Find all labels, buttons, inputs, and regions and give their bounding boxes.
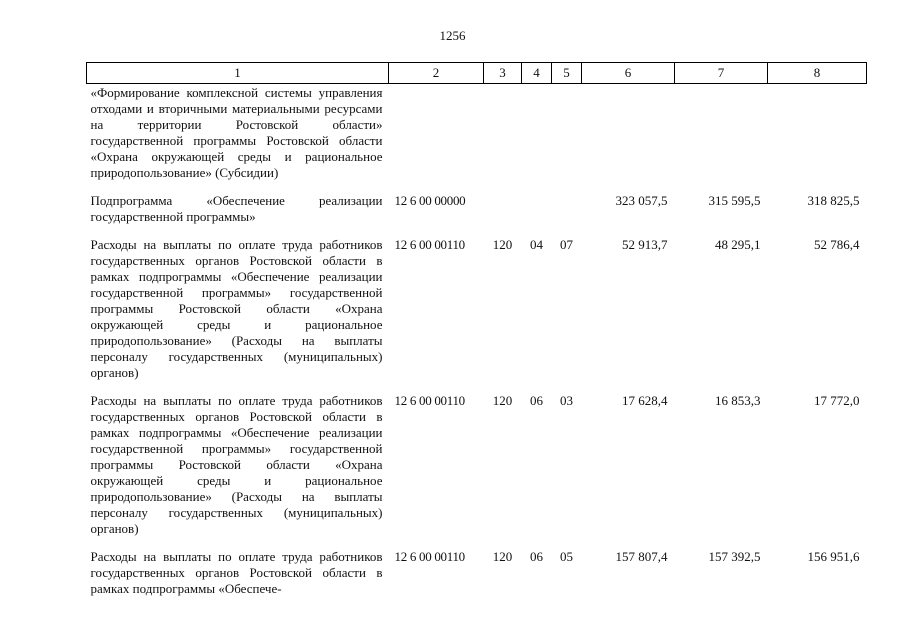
row-col-3: 120 (492, 237, 513, 252)
table-row (87, 84, 867, 193)
header-col-6: 6 (582, 63, 675, 84)
row-name: Расходы на выплаты по оплате труда работников государственных органов Ростовской области в рамках подпрограммы «Обеспече- (90, 549, 383, 596)
row-col-4: 04 (530, 237, 543, 252)
row-code: 12 6 00 00110 (394, 549, 465, 564)
row-code: 12 6 00 00000 (394, 193, 466, 208)
row-name: «Формирование комплексной системы управления отходами и вторичными материальными ресурсами на территории Ростовской области» государственной программы Ростовской области «Охрана окружающей среды и рациональное природопользование» (Субсидии) (90, 85, 383, 180)
table-header (87, 63, 867, 84)
row-col-6 (582, 84, 675, 193)
row-col-4: 06 (530, 549, 543, 564)
row-col-5: 05 (560, 549, 573, 564)
row-col-3: 120 (492, 393, 513, 408)
row-col-5 (552, 84, 582, 193)
row-col-7 (675, 84, 768, 193)
header-col-3: 3 (484, 63, 522, 84)
row-col-7: 157 392,5 (708, 549, 761, 564)
header-col-2: 2 (389, 63, 484, 84)
row-col-8: 156 951,6 (807, 549, 860, 564)
budget-table (86, 62, 867, 608)
row-name: Расходы на выплаты по оплате труда работников государственных органов Ростовской области в рамках подпрограммы «Обеспечение реализации государственной программы» государственной программы Ростовской области «Охрана окружающей среды и рациональное природопользование» (Расходы на выплаты персоналу государственных (муниципальных) органов) (90, 237, 383, 380)
row-col-6: 323 057,5 (615, 193, 668, 208)
row-col-3 (484, 192, 522, 236)
row-col-8: 17 772,0 (814, 393, 860, 408)
table-row (87, 236, 867, 392)
row-col-5 (552, 192, 582, 236)
row-col-8: 318 825,5 (807, 193, 860, 208)
row-code: 12 6 00 00110 (394, 237, 465, 252)
row-col-6: 157 807,4 (615, 549, 668, 564)
header-col-7: 7 (675, 63, 768, 84)
row-col-7: 16 853,3 (715, 393, 761, 408)
header-row (87, 63, 867, 84)
row-col-3 (484, 84, 522, 193)
row-col-7: 48 295,1 (715, 237, 761, 252)
row-col-4: 06 (530, 393, 543, 408)
table-row (87, 548, 867, 608)
row-col-7: 315 595,5 (708, 193, 761, 208)
header-col-4: 4 (522, 63, 552, 84)
row-name: Расходы на выплаты по оплате труда работников государственных органов Ростовской области в рамках подпрограммы «Обеспечение реализации государственной программы» государственной программы Ростовской области «Охрана окружающей среды и рациональное природопользование» (Расходы на выплаты персоналу государственных (муниципальных) органов) (90, 393, 383, 536)
row-name: Подпрограмма «Обеспечение реализации государственной программы» (90, 193, 383, 224)
row-col-8 (768, 84, 867, 193)
header-col-8: 8 (768, 63, 867, 84)
row-col-5: 07 (560, 237, 573, 252)
header-col-5: 5 (552, 63, 582, 84)
row-col-8: 52 786,4 (814, 237, 860, 252)
table-row (87, 192, 867, 236)
page-number: 1256 (439, 28, 466, 43)
header-col-1: 1 (87, 63, 389, 84)
row-col-3: 120 (492, 549, 513, 564)
row-col-6: 17 628,4 (622, 393, 668, 408)
row-col-5: 03 (560, 393, 573, 408)
row-col-4 (522, 192, 552, 236)
row-code (389, 84, 484, 193)
row-col-4 (522, 84, 552, 193)
row-code: 12 6 00 00110 (394, 393, 465, 408)
row-col-6: 52 913,7 (622, 237, 668, 252)
table-row (87, 392, 867, 548)
